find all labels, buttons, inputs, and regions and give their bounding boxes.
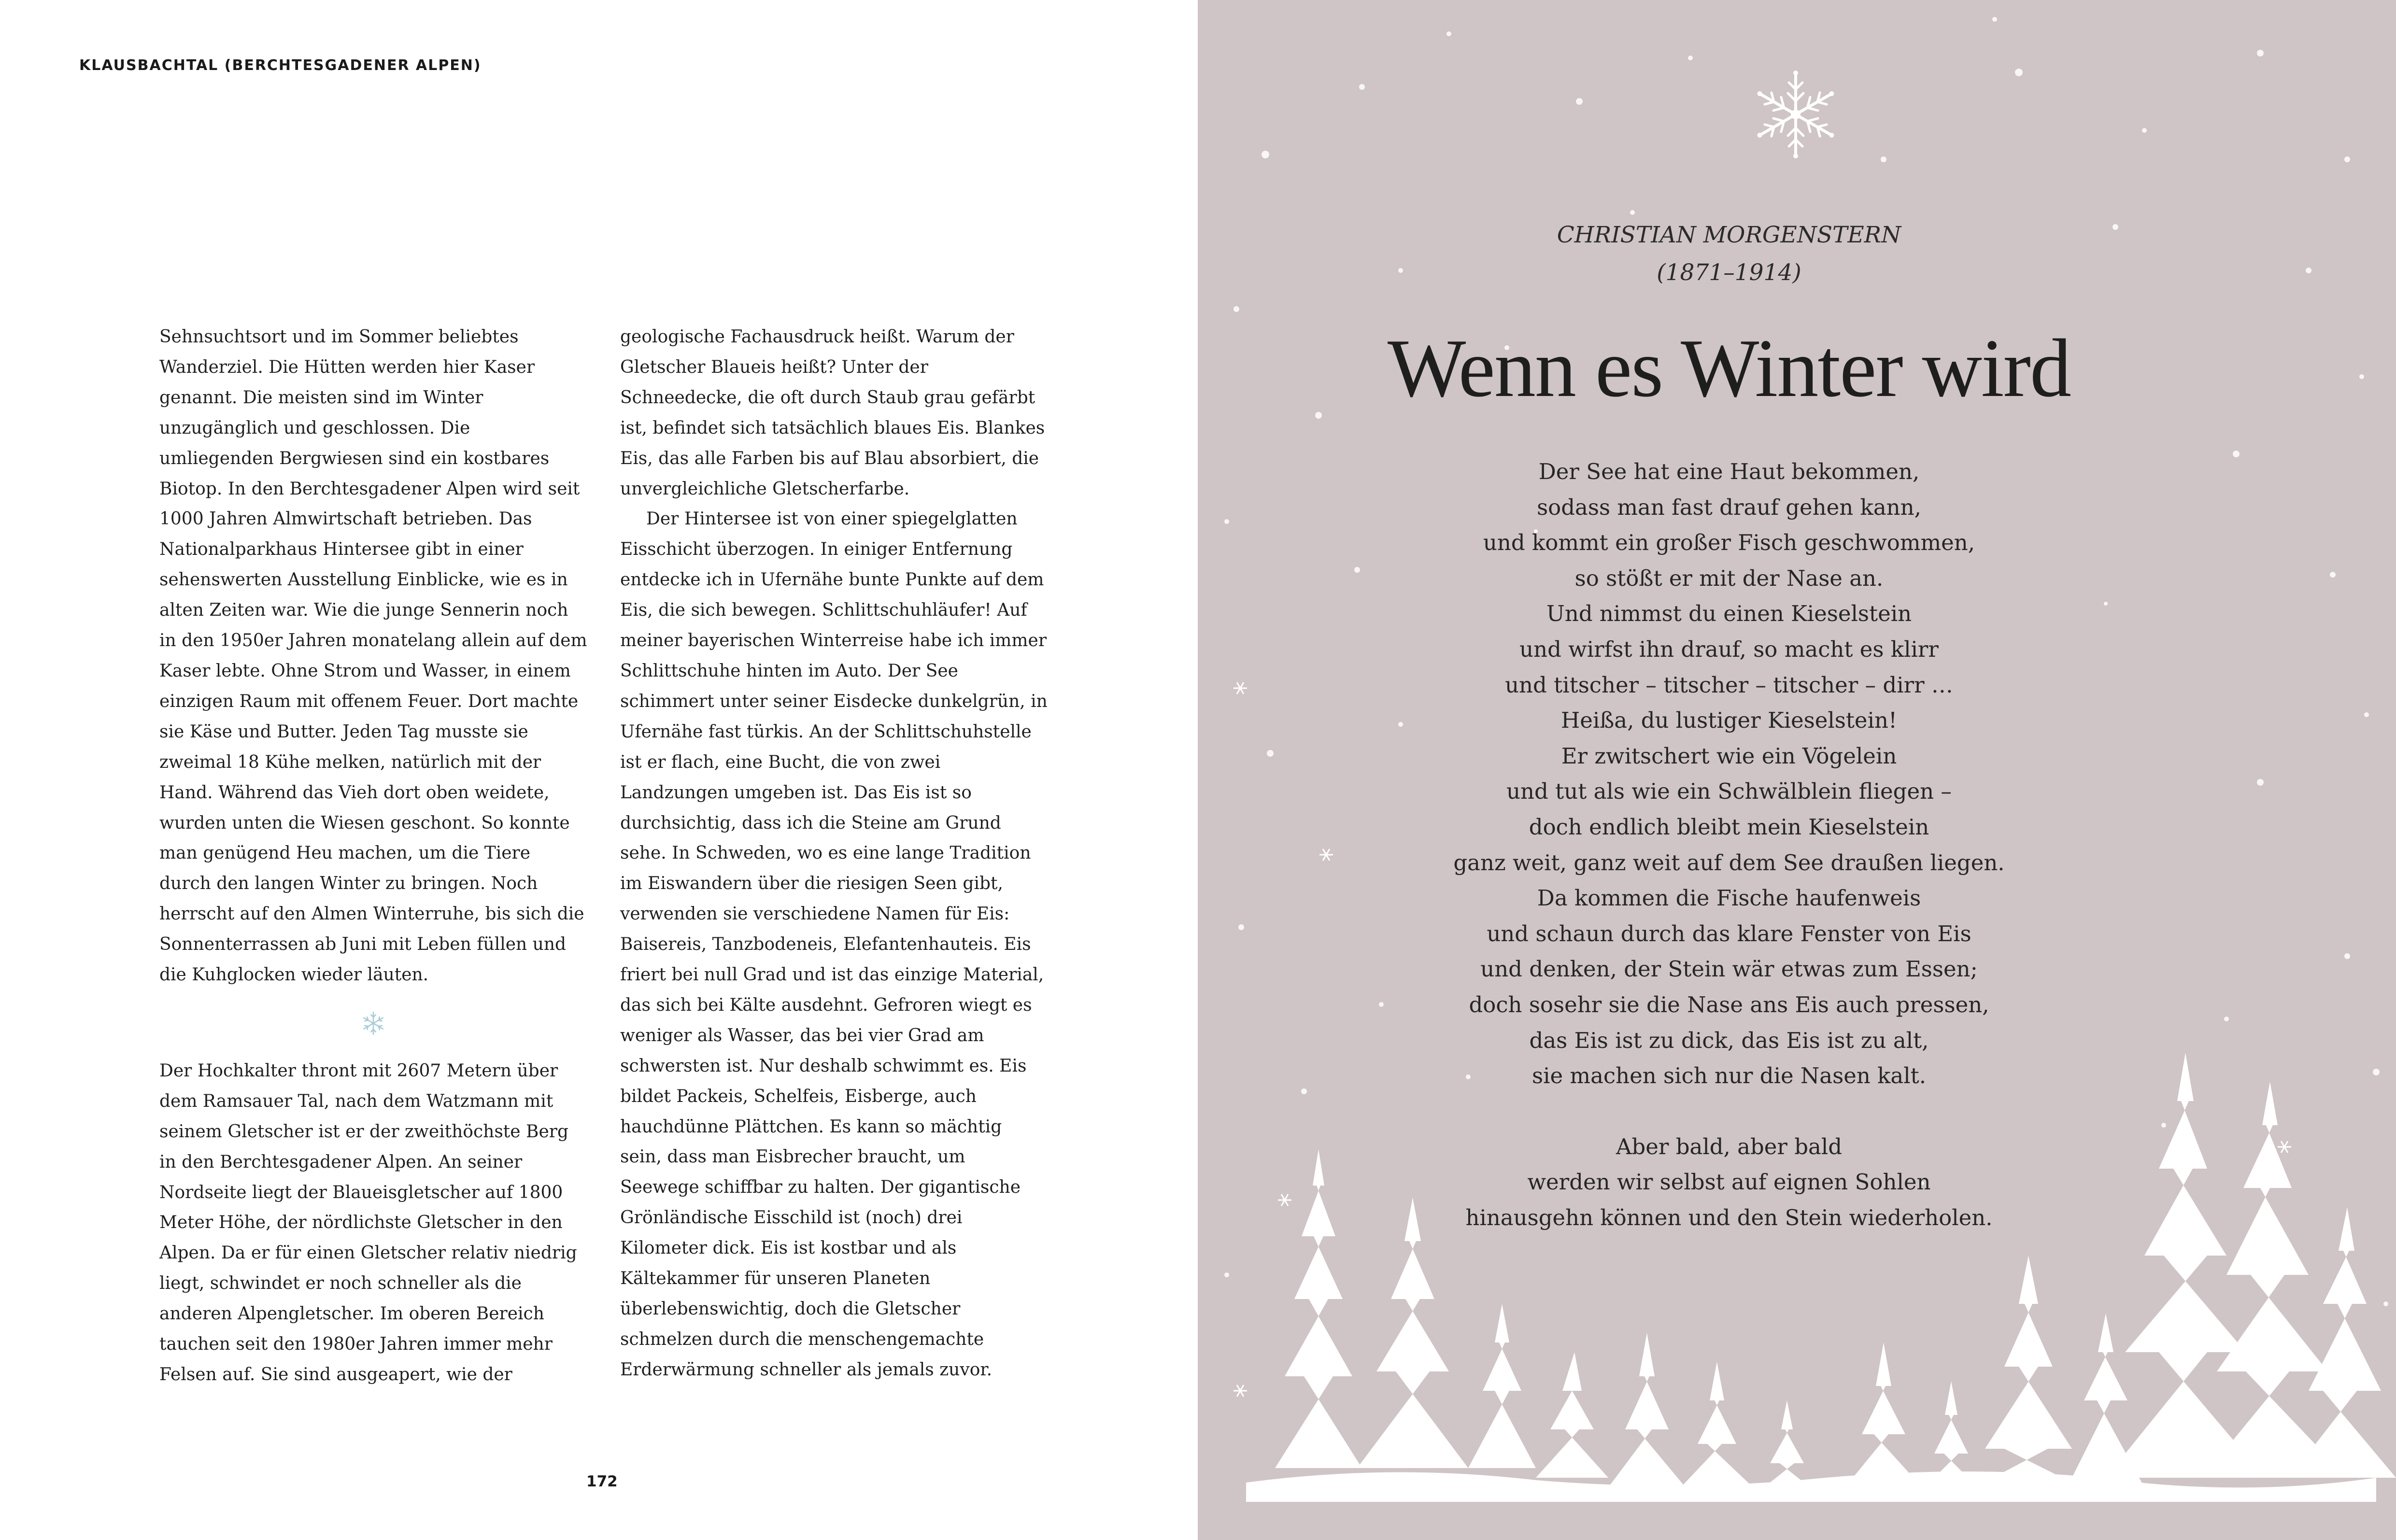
poem-title: Wenn es Winter wird [1387, 323, 2070, 414]
poem-line: Er zwitschert wie ein Vögelein [1561, 743, 1897, 769]
author-name: CHRISTIAN MORGENSTERN [1557, 222, 1901, 248]
paragraph: geologische Fachausdruck heißt. Warum der Gletscher Blaueis heißt? Unter der Schneedecke, die oft durch Staub grau gefärbt ist, befindet sich tatsächlich blaues Eis. Blankes Eis, das alle Farben bis auf Blau absorbiert, die unvergleichliche Gletscherfarbe. [620, 327, 1045, 499]
poem-line: und tut als wie ein Schwälblein fliegen – [1506, 778, 1952, 805]
snowflake-icon [361, 1011, 386, 1036]
poem-line: das Eis ist zu dick, das Eis ist zu alt, [1529, 1027, 1929, 1053]
stanza-1 [1198, 454, 2260, 1094]
poem-line: doch sosehr sie die Nase ans Eis auch pressen, [1469, 991, 1989, 1017]
poem-line: und denken, der Stein wär etwas zum Essen; [1480, 956, 1978, 982]
section-separator [159, 990, 587, 1056]
poem-line: Da kommen die Fische haufenweis [1537, 885, 1921, 911]
author-heading [1198, 216, 2260, 292]
paragraph: Der Hintersee ist von einer spiegelglatten Eisschicht überzogen. In einiger Entfernung entdecke ich in Ufernähe bunte Punkte auf dem Eis, die sich bewegen. Schlittschuhläufer! Auf meiner bayerischen Winterreise habe ich immer Schlittschuhe hinten im Auto. Der See schimmert unter seiner Eisdecke dunkelgrün, in Ufernähe fast türkis. An der Schlittschuhstelle ist er flach, eine Bucht, die von zwei Landzungen umgeben ist. Das Eis ist so durchsichtig, dass ich die Steine am Grund sehe. In Schweden, wo es eine lange Tradition im Eiswandern über die riesigen Seen gibt, verwenden sie verschiedene Namen für Eis: Baisereis, Tanzbodeneis, Elefantenhauteis. Eis friert bei null Grad und ist das einzige Material, das sich bei Kälte ausdehnt. Gefroren wiegt es weniger als Wasser, das bei vier Grad am schwersten ist. Nur deshalb schwimmt es. Eis bildet Packeis, Schelfeis, Eisberge, auch hauchdünne Plättchen. Es kann so mächtig sein, dass man Eisbrecher braucht, um Seewege schiffbar zu halten. Der gigantische Grönländische Eisschild ist (noch) drei Kilometer dick. Eis ist kostbar und als Kältekammer für unseren Planeten überlebenswichtig, doch die Gletscher schmelzen durch die menschengemachte Erderwärmung schneller als jemals zuvor. [620, 509, 1048, 1380]
poem-line: werden wir selbst auf eignen Sohlen [1527, 1169, 1931, 1195]
author-years: (1871–1914) [1657, 259, 1801, 286]
poem-line: und kommt ein großer Fisch geschwommen, [1483, 530, 1975, 556]
poem-line: Aber bald, aber bald [1616, 1133, 1843, 1159]
poem-line: Der See hat eine Haut bekommen, [1538, 459, 1920, 484]
snowflake-icon [1754, 71, 1838, 158]
poem-line: doch endlich bleibt mein Kieselstein [1529, 814, 1929, 840]
poem-line: Und nimmst du einen Kieselstein [1546, 601, 1912, 627]
page-number: 172 [586, 1473, 618, 1490]
running-head: KLAUSBACHTAL (BERCHTESGADENER ALPEN) [79, 57, 482, 74]
poem-line: und wirfst ihn drauf, so macht es klirr [1519, 636, 1939, 662]
poem-line: und titscher – titscher – titscher – dirr … [1505, 672, 1953, 698]
stanza-2 [1198, 1129, 2260, 1236]
poem-line: ganz weit, ganz weit auf dem See draußen liegen. [1453, 849, 2005, 876]
poem-line: sodass man fast drauf gehen kann, [1537, 494, 1921, 520]
poem-line: und schaun durch das klare Fenster von Eis [1487, 920, 1971, 947]
paragraph: Sehnsuchtsort und im Sommer beliebtes Wanderziel. Die Hütten werden hier Kaser genannt. Die meisten sind im Winter unzugänglich und geschlossen. Die umliegenden Bergwiesen sind ein kostbares Biotop. In den Berchtesgadener Alpen wird seit 1000 Jahren Almwirtschaft betrieben. Das Nationalparkhaus Hintersee gibt in einer sehenswerten Ausstellung Einblicke, wie es in alten Zeiten war. Wie die junge Sennerin noch in den 1950er Jahren monatelang allein auf dem Kaser lebte. Ohne Strom und Wasser, in einem einzigen Raum mit offenem Feuer. Dort machte sie Käse und Butter. Jeden Tag musste sie zweimal 18 Kühe melken, natürlich mit der Hand. Während das Vieh dort oben weidete, wurden unten die Wiesen geschont. So konnte man genügend Heu machen, um die Tiere durch den langen Winter zu bringen. Noch herrscht auf den Almen Winterruhe, bis sich die Sonnenterrassen ab Juni mit Leben füllen und die Kuhglocken wieder läuten. [159, 327, 587, 985]
poem [1198, 454, 2260, 1271]
poem-line: so stößt er mit der Nase an. [1574, 565, 1884, 591]
paragraph: Der Hochkalter thront mit 2607 Metern über dem Ramsauer Tal, nach dem Watzmann mit seinem Gletscher ist er der zweithöchste Berg in den Berchtesgadener Alpen. An seiner Nordseite liegt der Blaueisgletscher auf 1800 Meter Höhe, der nördlichste Gletscher in den Alpen. Da er für einen Gletscher relativ niedrig liegt, schwindet er noch schneller als die anderen Alpengletscher. Im oberen Bereich tauchen seit den 1980er Jahren immer mehr Felsen auf. Sie sind ausgeapert, wie der [159, 1060, 577, 1385]
right-page [1198, 0, 2396, 1540]
poem-line: Heißa, du lustiger Kieselstein! [1560, 707, 1898, 734]
poem-line: sie machen sich nur die Nasen kalt. [1532, 1063, 1926, 1089]
poem-line: hinausgehn können und den Stein wiederholen. [1465, 1204, 1993, 1230]
text-column-1 [159, 322, 587, 1390]
text-column-2 [620, 322, 1048, 1385]
